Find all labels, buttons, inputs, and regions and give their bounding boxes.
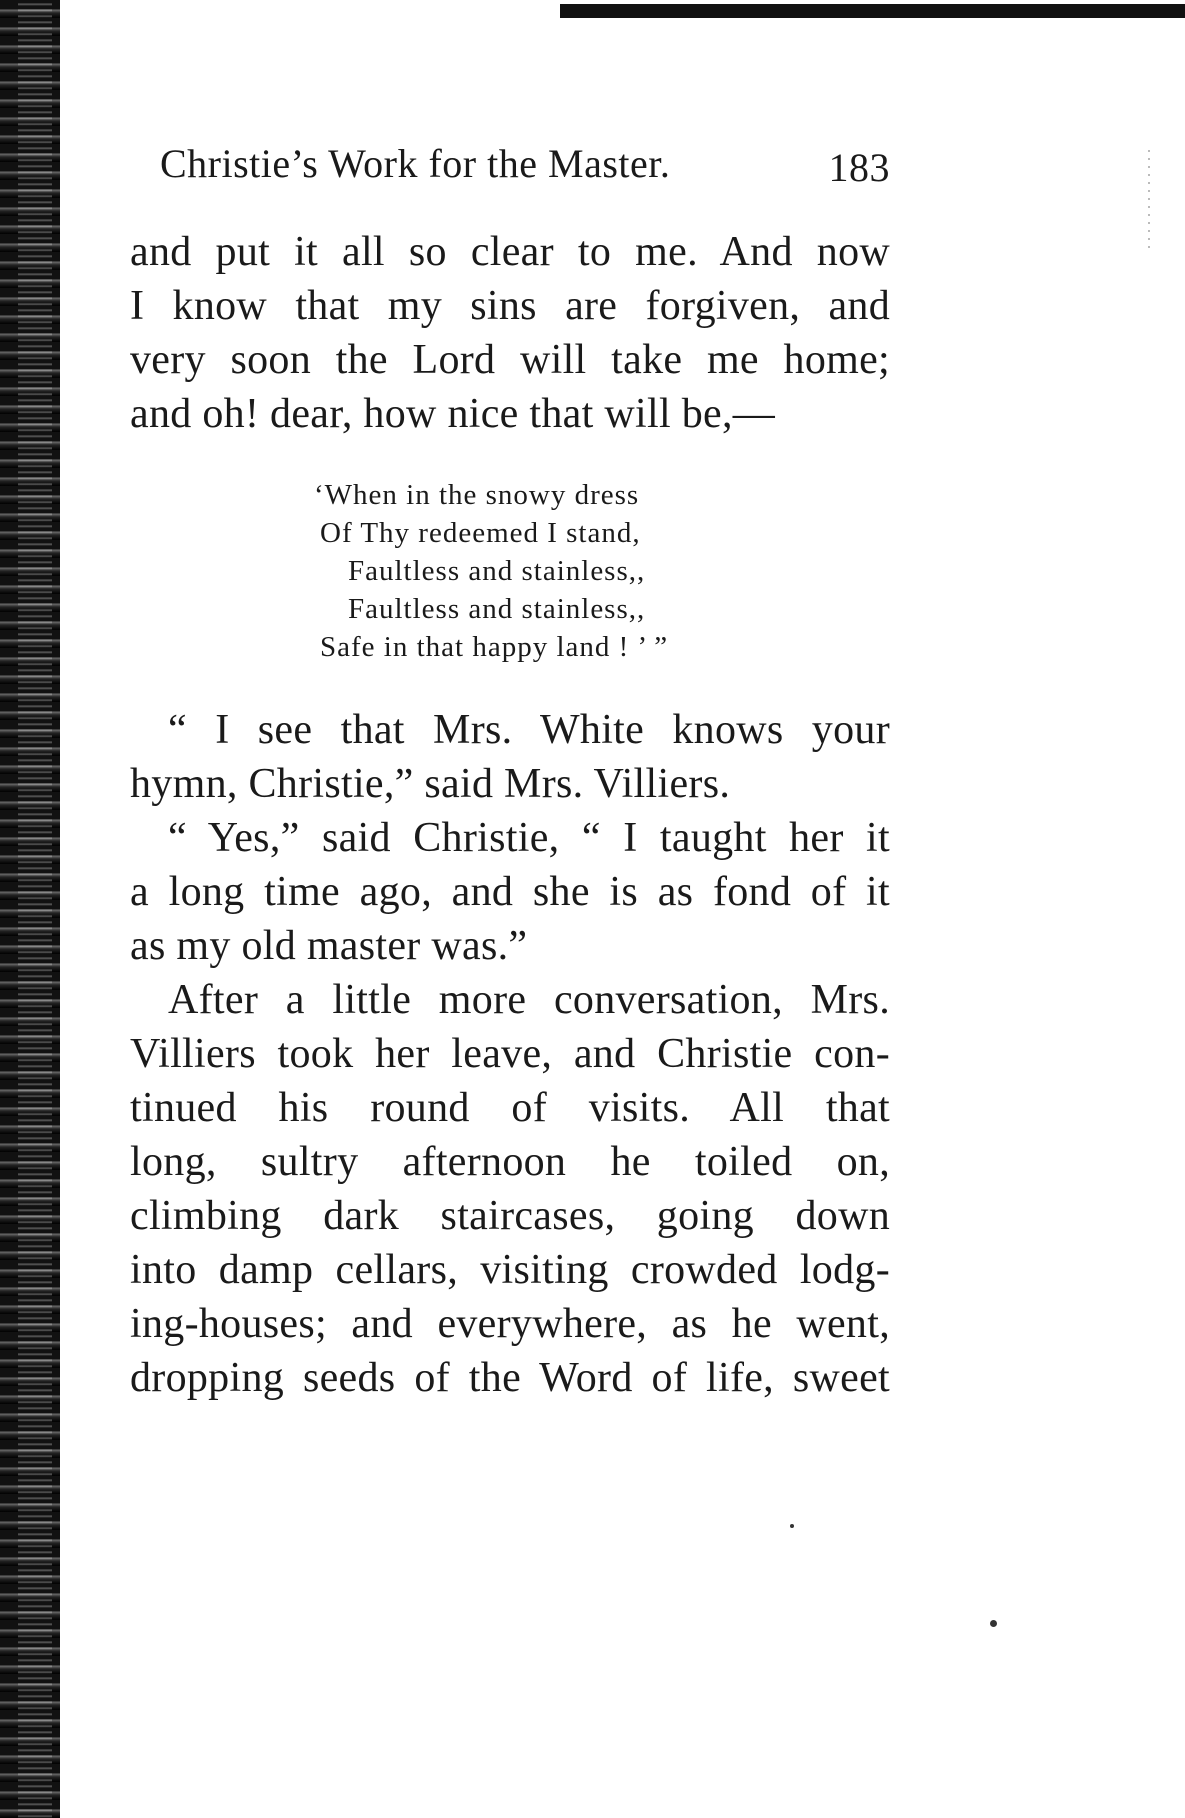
text-line: climbing dark staircases, going down [130,1193,890,1239]
verse-line: Of Thy redeemed I stand, [320,517,641,549]
text-line: and oh! dear, how nice that will be,— [130,391,776,437]
verse-line: Faultless and stainless,, [348,593,646,625]
top-edge-rule [560,4,1185,18]
ink-speck [990,1620,997,1627]
text-line: into damp cellars, visiting crowded lodg- [130,1247,890,1293]
text-line: tinued his round of visits. All that [130,1085,890,1131]
text-line: I know that my sins are forgiven, and [130,283,890,329]
hymn-verse [314,476,774,666]
text-line: very soon the Lord will take me home; [130,337,890,383]
text-line: long, sultry afternoon he toiled on, [130,1139,890,1185]
ink-speck [790,1524,794,1528]
text-line: hymn, Christie,” said Mrs. Villiers. [130,761,731,807]
text-line: After a little more conversation, Mrs. [168,977,890,1023]
verse-line: Safe in that happy land ! ’ ” [320,631,669,663]
text-line: “ I see that Mrs. White knows your [168,707,890,753]
book-spine-shadow [0,0,60,1818]
page-header [160,140,890,200]
text-line: “ Yes,” said Christie, “ I taught her it [168,815,890,861]
text-line: dropping seeds of the Word of life, sweet [130,1355,890,1401]
text-line: ing-houses; and everywhere, as he went, [130,1301,890,1347]
page-number: 183 [828,145,890,190]
running-title: Christie’s Work for the Master. [160,141,671,186]
margin-specks [1148,150,1150,250]
text-line: Villiers took her leave, and Christie con- [130,1031,890,1077]
verse-line: Faultless and stainless,, [348,555,646,587]
paragraph-2 [130,706,890,1408]
text-line: a long time ago, and she is as fond of it [130,869,890,915]
verse-line: ‘When in the snowy dress [314,479,640,511]
text-line: and put it all so clear to me. And now [130,229,890,275]
text-line: as my old master was.” [130,923,528,969]
paragraph-1 [130,228,890,444]
